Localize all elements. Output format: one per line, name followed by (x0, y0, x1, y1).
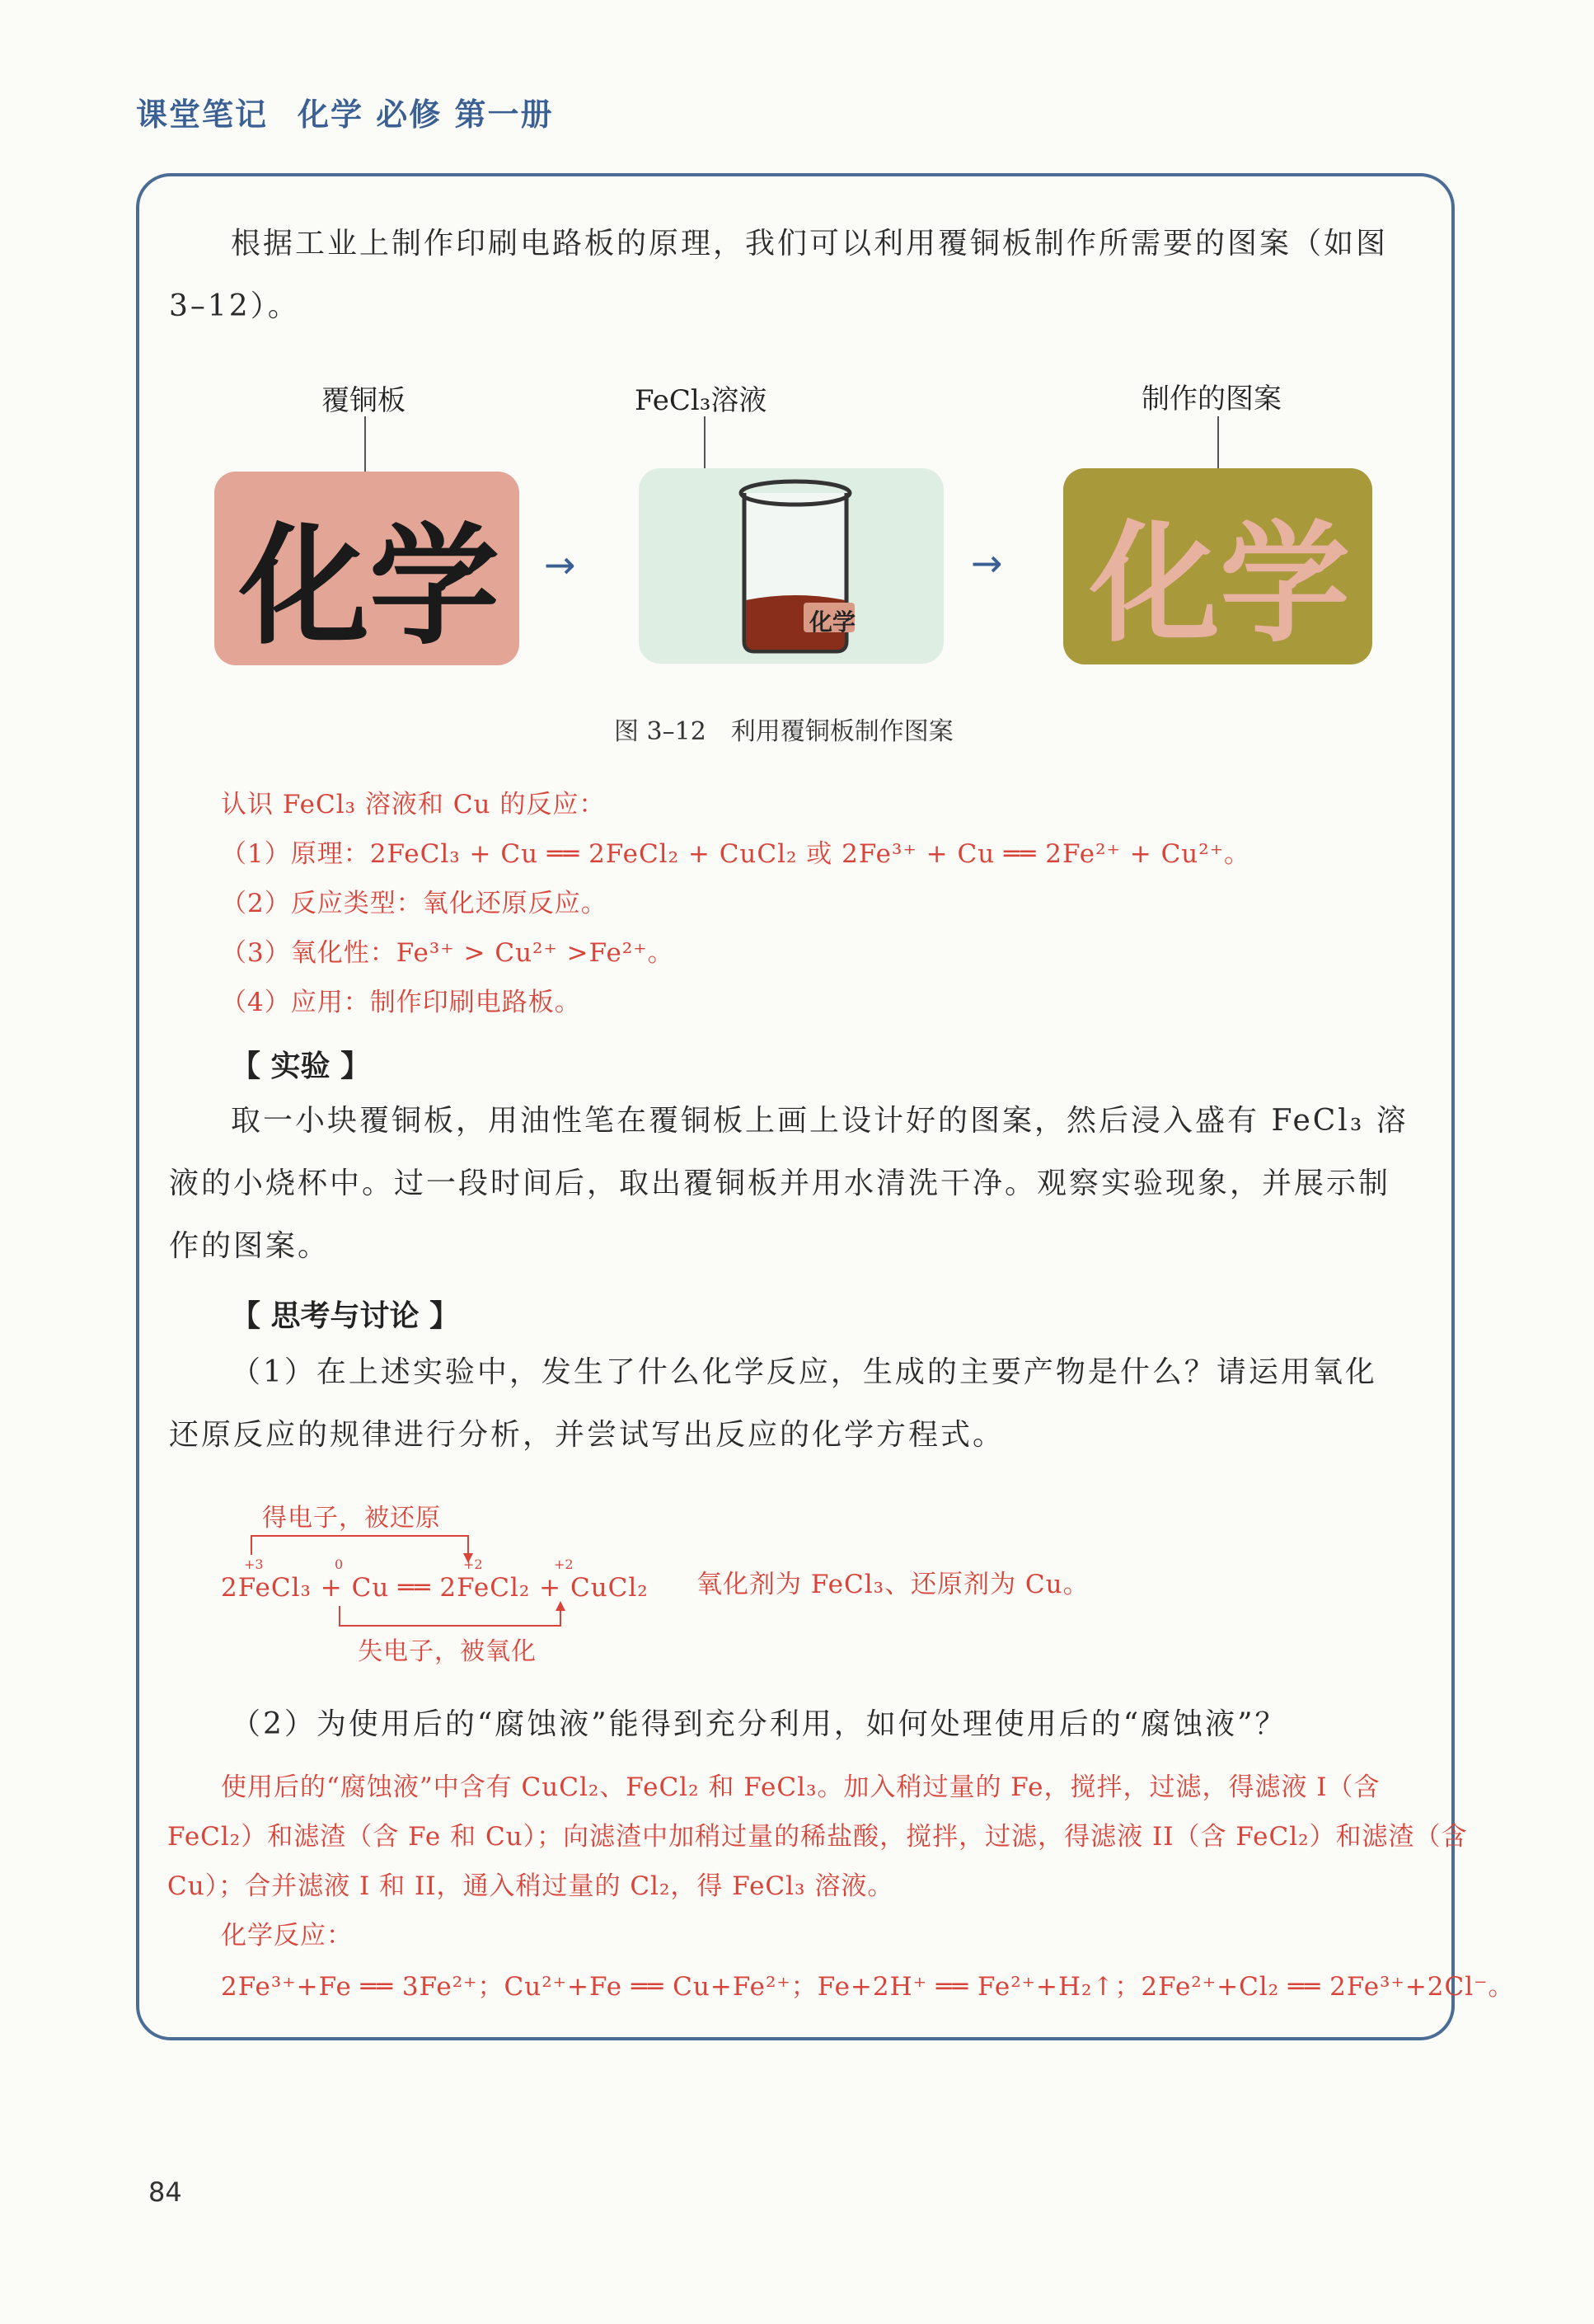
label-board: 覆铜板 (321, 384, 406, 417)
note-oxidizing: （3）氧化性：Fe³⁺ > Cu²⁺ >Fe²⁺。 (221, 938, 674, 968)
experiment-line-2: 液的小烧杯中。过一段时间后，取出覆铜板并用水清洗干净。观察实验现象，并展示制 (169, 1167, 1391, 1200)
lose-electron-label: 失电子，被氧化 (358, 1637, 537, 1666)
question-1-line-1: （1）在上述实验中，发生了什么化学反应，生成的主要产物是什么？请运用氧化 (231, 1355, 1377, 1389)
arrow-1: → (544, 542, 576, 587)
figure-caption: 图 3–12 利用覆铜板制作图案 (614, 717, 954, 746)
arrow-2: → (971, 541, 1003, 585)
note-principle: （1）原理：2FeCl₃ + Cu ══ 2FeCl₂ + CuCl₂ 或 2Fe³⁺ + Cu ══ 2Fe²⁺ + Cu²⁺。 (221, 839, 1251, 869)
beaker-icon (639, 468, 944, 664)
series-title: 课堂笔记 (136, 96, 269, 133)
answer-2-line-2: FeCl₂）和滤渣（含 Fe 和 Cu）；向滤渣中加稍过量的稀盐酸，搅拌，过滤，得滤液 II（含 FeCl₂）和滤渣（含 (167, 1822, 1468, 1852)
experiment-line-1: 取一小块覆铜板，用油性笔在覆铜板上画上设计好的图案，然后浸入盛有 FeCl₃ 溶 (231, 1104, 1409, 1138)
page-number: 84 (148, 2176, 182, 2208)
gain-electron-label: 得电子，被还原 (262, 1504, 441, 1533)
redox-equation: 2FeCl₃ + Cu ══ 2FeCl₂ + CuCl₂ (221, 1573, 649, 1603)
note-type: （2）反应类型：氧化还原反应。 (221, 889, 607, 918)
beaker-text: 化学 (809, 608, 856, 636)
ox-state-fe-reactant: +3 (244, 1556, 264, 1572)
discussion-title: 【 思考与讨论 】 (231, 1299, 460, 1333)
reaction-label: 化学反应： (221, 1921, 353, 1951)
question-1-line-2: 还原反应的规律进行分析，并尝试写出反应的化学方程式。 (169, 1418, 1006, 1452)
answer-2-line-1: 使用后的“腐蚀液”中含有 CuCl₂、FeCl₂ 和 FeCl₃。加入稍过量的 Fe，搅拌，过滤，得滤液 I（含 (221, 1772, 1381, 1802)
intro-line-1: 根据工业上制作印刷电路板的原理，我们可以利用覆铜板制作所需要的图案（如图 (231, 227, 1389, 261)
ox-state-fe-product: +2 (463, 1556, 483, 1572)
agents-note: 氧化剂为 FeCl₃、还原剂为 Cu。 (696, 1570, 1090, 1599)
label-pattern: 制作的图案 (1142, 383, 1282, 416)
experiment-line-3: 作的图案。 (169, 1229, 331, 1263)
answer-2-line-3: Cu）；合并滤液 I 和 II，通入稍过量的 Cl₂，得 FeCl₃ 溶液。 (167, 1871, 894, 1901)
board-text: 化学 (239, 511, 499, 663)
ox-state-cu-reactant: 0 (335, 1556, 344, 1572)
pattern-text: 化学 (1090, 509, 1350, 660)
experiment-title: 【 实验 】 (231, 1049, 371, 1083)
reaction-equations: 2Fe³⁺+Fe ══ 3Fe²⁺；Cu²⁺+Fe ══ Cu+Fe²⁺；Fe+2H⁺ ══ Fe²⁺+H₂↑；2Fe²⁺+Cl₂ ══ 2Fe³⁺+2Cl⁻。 (221, 1972, 1515, 2002)
notes-heading: 认识 FeCl₃ 溶液和 Cu 的反应： (221, 790, 606, 819)
label-solution: FeCl₃溶液 (635, 384, 767, 417)
subject-title: 化学 必修 第一册 (298, 96, 554, 133)
intro-line-2: 3–12）。 (169, 289, 300, 323)
ox-state-cu-product: +2 (554, 1556, 574, 1572)
question-2: （2）为使用后的“腐蚀液”能得到充分利用，如何处理使用后的“腐蚀液”？ (231, 1707, 1287, 1741)
note-application: （4）应用：制作印刷电路板。 (221, 988, 581, 1017)
